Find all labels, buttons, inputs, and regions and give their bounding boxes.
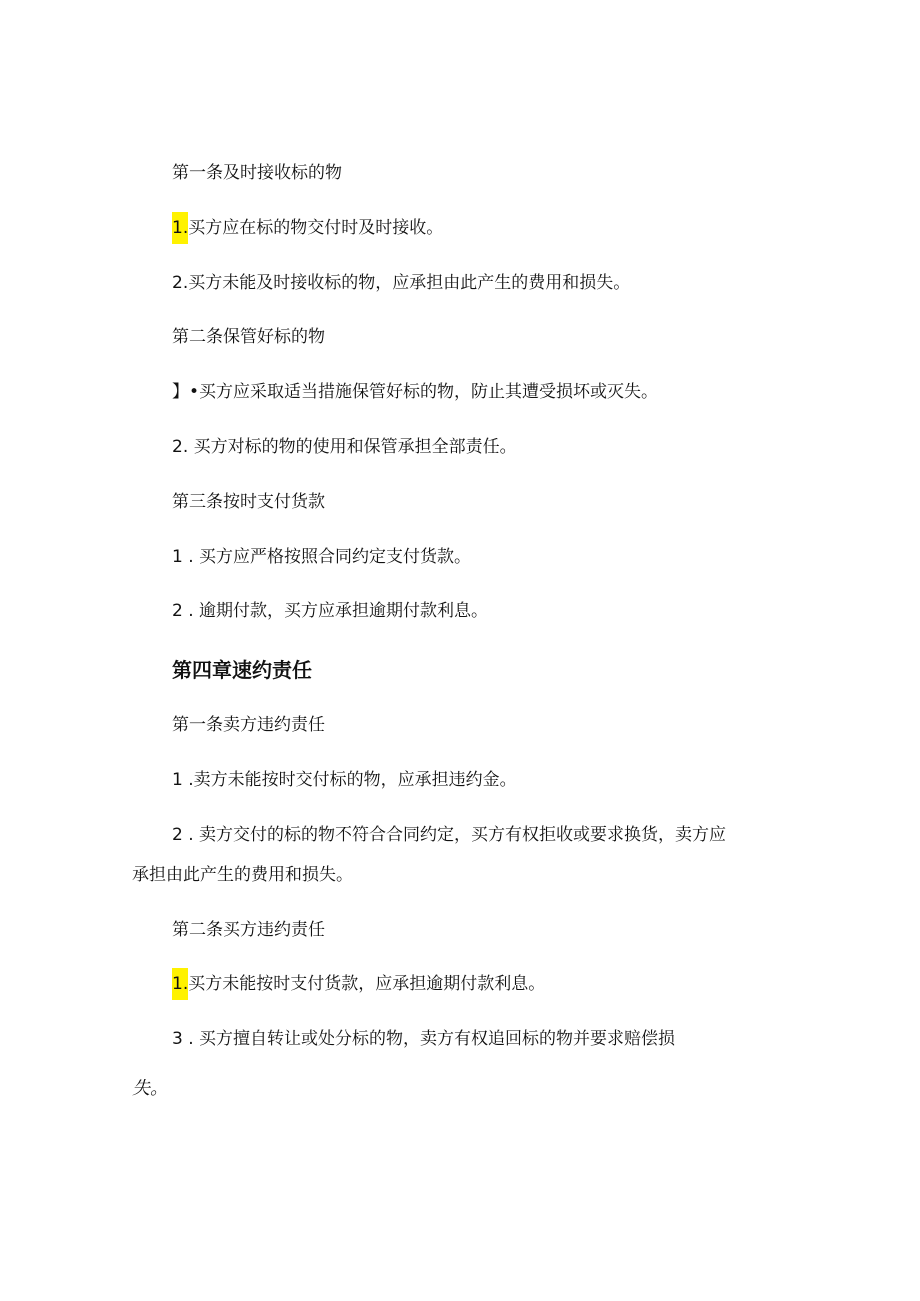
numbered-item xyxy=(172,381,658,403)
line-text: 第一条及时接收标的物 xyxy=(172,163,342,183)
line-text: 2.买方未能及时接收标的物，应承担由此产生的费用和损失。 xyxy=(172,273,631,293)
chapter-heading xyxy=(172,657,312,683)
line-text: 买方未能按时支付货款，应承担逾期付款利息。 xyxy=(188,974,546,994)
numbered-item xyxy=(172,600,488,622)
article-heading xyxy=(172,714,325,736)
numbered-item xyxy=(172,217,443,239)
continuation-line xyxy=(132,1078,168,1100)
line-text: 第二条保管好标的物 xyxy=(172,327,325,347)
line-text: 2 . 逾期付款，买方应承担逾期付款利息。 xyxy=(172,601,489,621)
article-heading xyxy=(172,491,325,513)
line-text: 第三条按时支付货款 xyxy=(172,492,325,512)
line-text: 失。 xyxy=(132,1078,168,1099)
article-heading xyxy=(172,162,342,184)
numbered-item xyxy=(172,272,630,294)
line-text: 2. 买方对标的物的使用和保管承担全部责任。 xyxy=(172,437,517,457)
highlighted-number: 1. xyxy=(172,212,188,244)
numbered-item xyxy=(172,973,545,995)
line-text: 第四章速约责任 xyxy=(172,658,312,682)
line-text: 】•买方应采取适当措施保管好标的物，防止其遭受损坏或灭失。 xyxy=(172,382,659,402)
numbered-item xyxy=(172,1028,675,1050)
article-heading xyxy=(172,919,325,941)
numbered-item xyxy=(172,824,726,846)
numbered-item xyxy=(172,769,517,791)
line-text: 第二条买方违约责任 xyxy=(172,920,325,940)
numbered-item xyxy=(172,436,517,458)
highlighted-number: 1. xyxy=(172,968,188,1000)
line-text: 1 . 买方应严格按照合同约定支付货款。 xyxy=(172,547,472,567)
line-text: 1 .卖方未能按时交付标的物，应承担违约金。 xyxy=(172,770,517,790)
line-text: 买方应在标的物交付时及时接收。 xyxy=(188,218,444,238)
article-heading xyxy=(172,326,325,348)
line-text: 承担由此产生的费用和损失。 xyxy=(132,865,353,885)
continuation-line xyxy=(132,864,353,886)
numbered-item xyxy=(172,546,471,568)
line-text: 第一条卖方违约责任 xyxy=(172,715,325,735)
line-text: 2 . 卖方交付的标的物不符合合同约定，买方有权拒收或要求换货，卖方应 xyxy=(172,825,727,845)
line-text: 3 . 买方擅自转让或处分标的物，卖方有权追回标的物并要求赔偿损 xyxy=(172,1029,676,1049)
